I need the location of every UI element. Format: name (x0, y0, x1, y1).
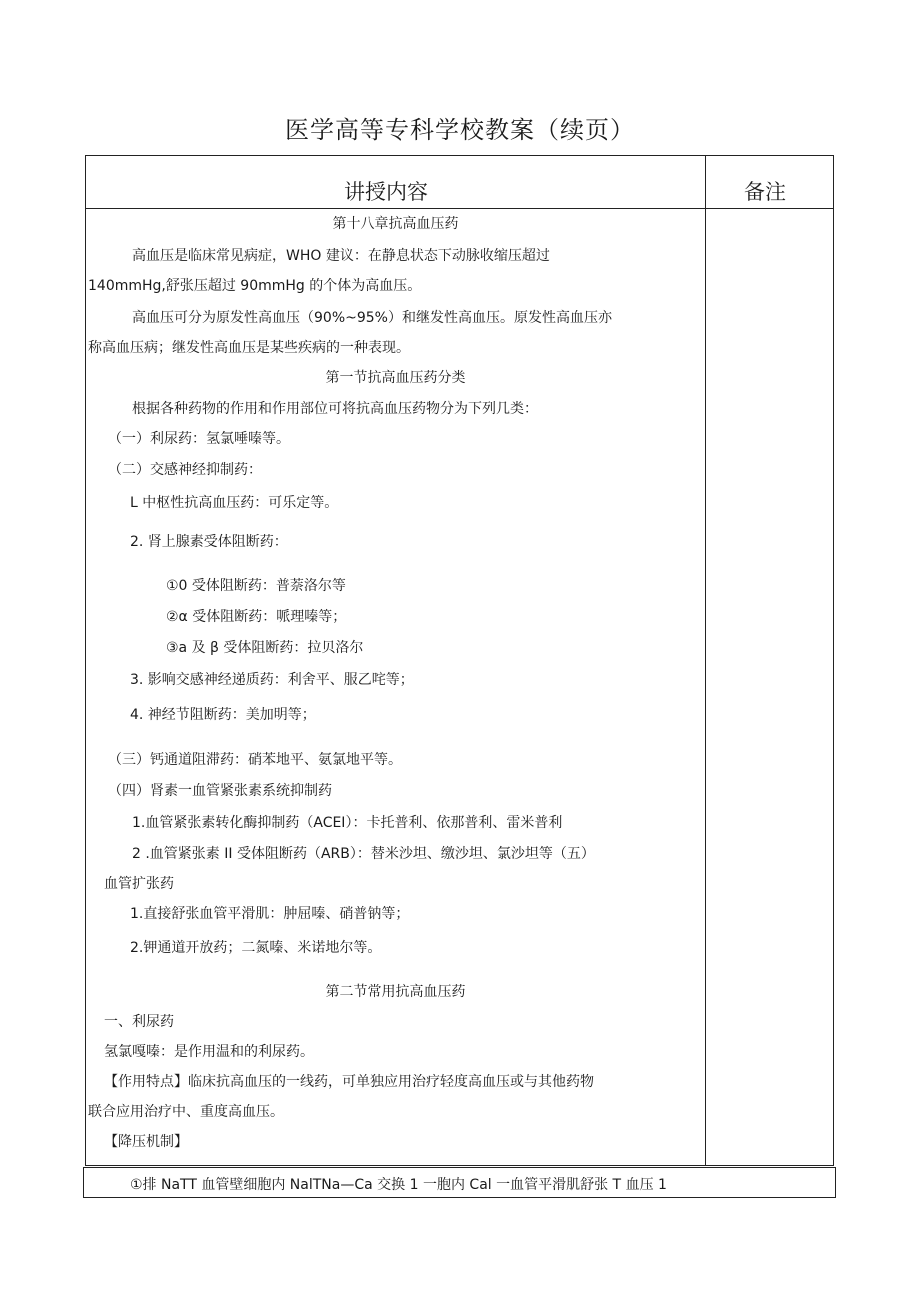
text-line: ②α 受体阻断药：哌理嗪等； (166, 609, 347, 625)
text-line: L 中枢性抗高血压药：可乐定等。 (130, 495, 339, 511)
section-title: 第一节抗高血压药分类 (325, 370, 466, 386)
text-line: 高血压可分为原发性高血压（90%~95%）和继发性高血压。原发性高血压亦 (132, 310, 612, 326)
text-line: 高血压是临床常见病症，WHO 建议：在静息状态下动脉收缩压超过 (132, 248, 550, 264)
text-line: ③a 及 β 受体阻断药：拉贝洛尔 (166, 640, 364, 656)
text-line: 1.血管紧张素转化酶抑制药（ACEI）：卡托普利、依那普利、雷米普利 (132, 815, 563, 831)
text-line: （二）交感神经抑制药： (108, 462, 262, 478)
text-line: 2. 肾上腺素受体阻断药： (130, 534, 288, 550)
text-line: 3. 影响交感神经递质药：利舍平、服乙咤等； (130, 672, 414, 688)
text-line: 联合应用治疗中、重度高血压。 (88, 1104, 284, 1120)
header-content: 讲授内容 (344, 180, 428, 204)
text-line: 血管扩张药 (104, 876, 174, 892)
text-line: （一）利尿药：氢氯唾嗪等。 (108, 431, 290, 447)
header-notes: 备注 (744, 180, 786, 204)
text-line: 一、利尿药 (104, 1014, 174, 1030)
text-line: 氢氯嘎嗪：是作用温和的利尿药。 (104, 1044, 314, 1060)
text-line: （三）钙通道阻滞药：硝苯地平、氨氯地平等。 (108, 752, 402, 768)
continuation-row (83, 1167, 836, 1198)
text-line: 140mmHg,舒张压超过 90mmHg 的个体为高血压。 (88, 278, 422, 294)
text-line: 4. 神经节阻断药：美加明等； (130, 707, 316, 723)
section-title: 第二节常用抗高血压药 (325, 984, 466, 1000)
column-divider (705, 156, 706, 1165)
chapter-title: 第十八章抗高血压药 (332, 216, 459, 232)
text-line: （四）肾素一血管紧张素系统抑制药 (108, 783, 332, 799)
lesson-table (85, 155, 834, 1166)
page-title: 医学高等专科学校教案（续页） (285, 116, 635, 144)
text-line: 【降压机制】 (104, 1134, 188, 1150)
text-line: 2.钾通道开放药；二氮嗪、米诺地尔等。 (130, 940, 382, 956)
text-line: 【作用特点】临床抗高血压的一线药，可单独应用治疗轻度高血压或与其他药物 (104, 1074, 594, 1090)
text-line: 2 .血管紧张素 II 受体阻断药（ARB）：替米沙坦、缴沙坦、氯沙坦等（五） (132, 846, 595, 862)
header-divider (86, 208, 833, 209)
text-line: 根据各种药物的作用和作用部位可将抗高血压药物分为下列几类： (132, 401, 538, 417)
continuation-text: ①排 NaTT 血管壁细胞内 NalTNa—Ca 交换 1 一胞内 Cal 一血管平滑肌舒张 T 血压 1 (130, 1177, 667, 1193)
text-line: 1.直接舒张血管平滑肌：肿屈嗪、硝普钠等； (130, 906, 410, 922)
text-line: ①0 受体阻断药：普萘洛尔等 (166, 578, 346, 594)
text-line: 称高血压病；继发性高血压是某些疾病的一种表现。 (88, 340, 410, 356)
